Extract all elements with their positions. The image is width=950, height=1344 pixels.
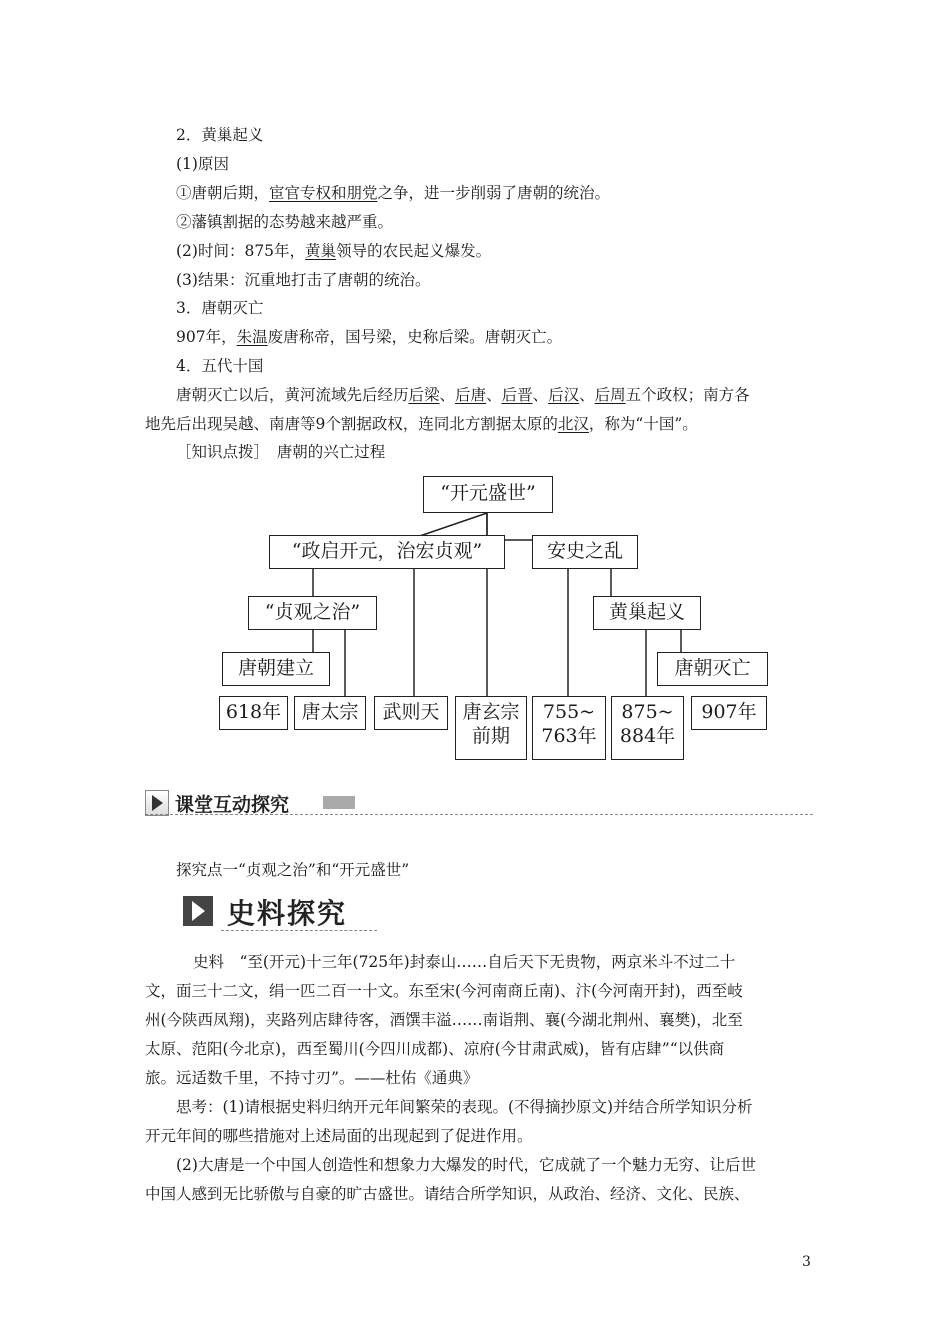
knowledge-tip: ［知识点拨］ 唐朝的兴亡过程 bbox=[176, 443, 386, 461]
question-line: 开元年间的哪些措施对上述局面的出现起到了促进作用。 bbox=[145, 1127, 533, 1145]
box-taizong: 唐太宗 bbox=[294, 696, 366, 730]
question-line: 中国人感到无比骄傲与自豪的旷古盛世。请结合所学知识，从政治、经济、文化、民族、 bbox=[145, 1185, 750, 1203]
explore-point-title: 探究点一“贞观之治”和“开元盛世” bbox=[176, 861, 410, 879]
banner-rule bbox=[145, 814, 813, 815]
box-kaiyuan-prosperity: “开元盛世” bbox=[423, 476, 553, 513]
arrow-icon bbox=[183, 896, 213, 926]
classroom-exploration-banner bbox=[145, 788, 813, 818]
arrow-icon bbox=[145, 790, 169, 816]
source-line: 旅。远适数千里，不持寸刃”。——杜佑《通典》 bbox=[145, 1069, 479, 1087]
box-tang-fall: 唐朝灭亡 bbox=[657, 652, 768, 686]
time-text: (2)时间：875年，黄巢领导的农民起义爆发。 bbox=[176, 242, 492, 260]
question-line: 思考：(1)请根据史料归纳开元年间繁荣的表现。(不得摘抄原文)并结合所学知识分析 bbox=[176, 1098, 753, 1116]
box-zhengqi-kaiyuan: “政启开元，治宏贞观” bbox=[269, 535, 505, 569]
source-line: 文，面三十二文，绢一匹二百一十文。东至宋(今河南商丘南)、汴(今河南开封)，西至岐 bbox=[145, 982, 743, 1000]
result-text: (3)结果：沉重地打击了唐朝的统治。 bbox=[176, 271, 431, 289]
cause-label: (1)原因 bbox=[176, 155, 229, 173]
banner-rule bbox=[221, 930, 377, 931]
box-huangchao-uprising: 黄巢起义 bbox=[593, 596, 701, 630]
section-heading: 4．五代十国 bbox=[176, 357, 264, 375]
fall-text: 907年，朱温废唐称帝，国号梁，史称后梁。唐朝灭亡。 bbox=[176, 328, 563, 346]
source-exploration-banner bbox=[181, 890, 377, 932]
box-years-755-763: 755~ 763年 bbox=[532, 696, 606, 760]
box-tang-founding: 唐朝建立 bbox=[222, 652, 330, 686]
banner-decoration bbox=[323, 796, 355, 809]
section-heading: 2．黄巢起义 bbox=[176, 126, 264, 144]
source-line: 州(今陕西凤翔)，夹路列店肆待客，酒馔丰溢……南诣荆、襄(今湖北荆州、襄樊)，北至 bbox=[145, 1011, 743, 1029]
source-line: 太原、范阳(今北京)，西至蜀川(今四川成都)、凉府(今甘肃武威)，皆有店肆”“以供商 bbox=[145, 1040, 725, 1058]
banner-title: 课堂互动探究 bbox=[175, 794, 290, 816]
source-line: 史料 “至(开元)十三年(725年)封泰山……自后天下无贵物，两京米斗不过二十 bbox=[193, 953, 736, 971]
cause-2: ②藩镇割据的态势越来越严重。 bbox=[176, 213, 394, 231]
box-years-875-884: 875~ 884年 bbox=[611, 696, 684, 760]
page-number: 3 bbox=[802, 1254, 811, 1270]
cause-1: ①唐朝后期，宦官专权和朋党之争，进一步削弱了唐朝的统治。 bbox=[176, 184, 611, 202]
question-line: (2)大唐是一个中国人创造性和想象力大爆发的时代，它成就了一个魅力无穷、让后世 bbox=[176, 1156, 756, 1174]
box-zhenguan-rule: “贞观之治” bbox=[248, 596, 377, 630]
banner-title: 史料探究 bbox=[227, 897, 348, 930]
box-wuzetian: 武则天 bbox=[374, 696, 448, 730]
five-dynasties-text-line1: 唐朝灭亡以后，黄河流域先后经历后梁、后唐、后晋、后汉、后周五个政权；南方各 bbox=[176, 386, 750, 404]
section-heading: 3．唐朝灭亡 bbox=[176, 299, 264, 317]
box-year-907: 907年 bbox=[691, 696, 767, 730]
box-xuanzong-early: 唐玄宗 前期 bbox=[455, 696, 527, 760]
box-year-618: 618年 bbox=[219, 696, 288, 730]
five-dynasties-text-line2: 地先后出现吴越、南唐等9个割据政权，连同北方割据太原的北汉，称为“十国”。 bbox=[145, 415, 698, 433]
box-anshi-rebellion: 安史之乱 bbox=[532, 535, 638, 569]
